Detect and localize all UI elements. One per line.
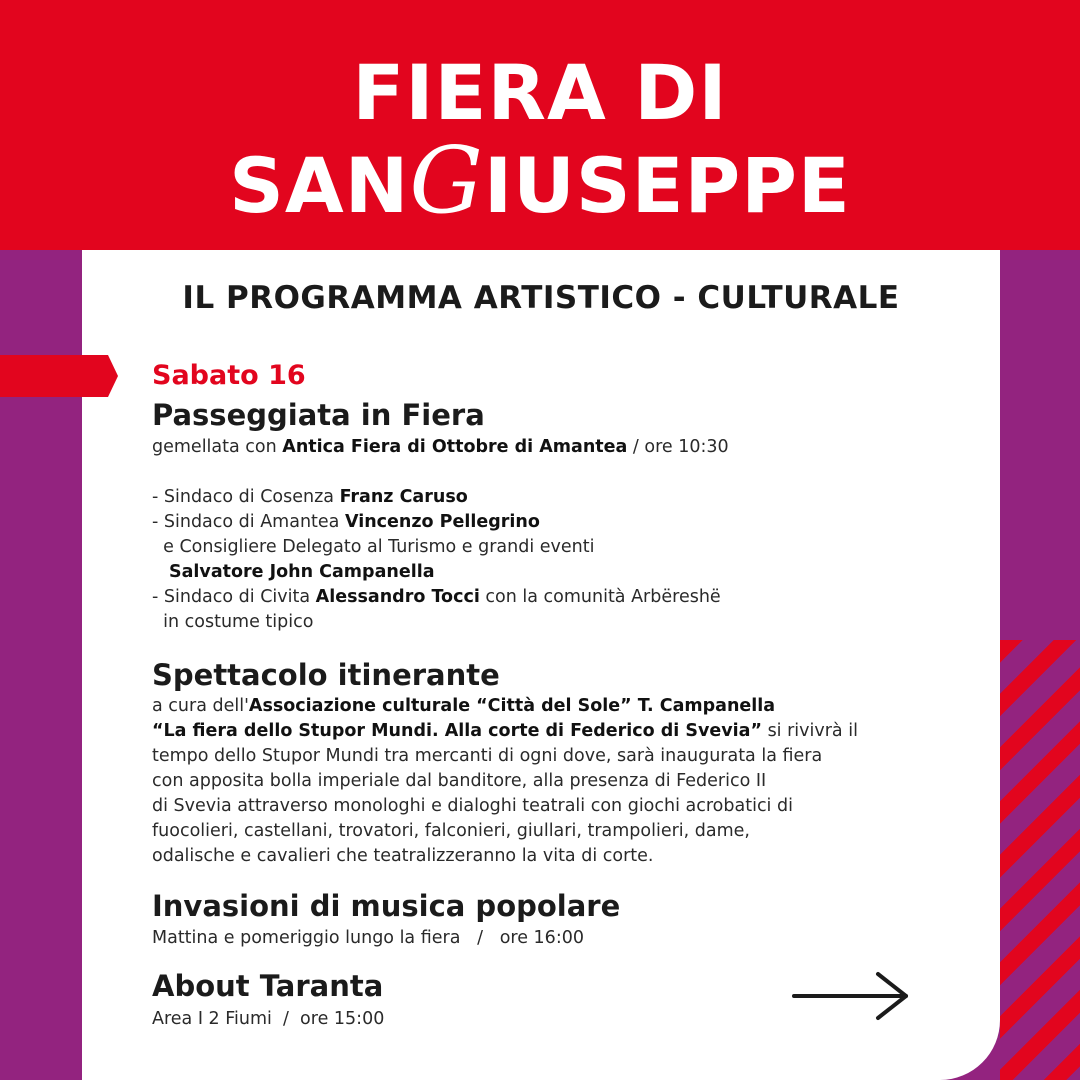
event-description-line: [152, 719, 858, 744]
text-bold-segment: Antica Fiera di Ottobre di Amantea: [282, 437, 628, 457]
text-segment: si rivivrà il: [762, 721, 858, 741]
arrow-right-icon[interactable]: [792, 970, 912, 1022]
event-subline-spettacolo: [152, 694, 775, 719]
event-subline-invasioni: Mattina e pomeriggio lungo la fiera / ore 16:00: [152, 928, 584, 948]
event-description-line: odalische e cavalieri che teatralizzeranno la vita di corte.: [152, 846, 654, 866]
title-san: SAN: [229, 141, 410, 230]
text-bold-segment: Salvatore John Campanella: [169, 562, 435, 582]
title-line-1: FIERA DI: [352, 48, 728, 137]
event-description-line: con apposita bolla imperiale dal banditore, alla presenza di Federico II: [152, 771, 767, 791]
list-item: [152, 585, 721, 610]
text-segment: - Sindaco di Cosenza: [152, 487, 340, 507]
text-segment: - Sindaco di Civita: [152, 587, 316, 607]
event-title-taranta: About Taranta: [152, 969, 384, 1003]
text-segment: / ore 10:30: [627, 437, 729, 457]
event-description-line: tempo dello Stupor Mundi tra mercanti di ogni dove, sarà inaugurata la fiera: [152, 746, 823, 766]
text-bold-segment: Associazione culturale “Città del Sole” T. Campanella: [248, 696, 776, 716]
title-iuseppe: IUSEPPE: [483, 141, 851, 230]
list-item: [152, 535, 594, 560]
text-segment: - Sindaco di Amantea: [152, 512, 345, 532]
program-subtitle: IL PROGRAMMA ARTISTICO - CULTURALE: [182, 280, 900, 316]
event-title-spettacolo: Spettacolo itinerante: [152, 658, 500, 692]
list-item: [152, 485, 468, 510]
event-description-line: fuocolieri, castellani, trovatori, falconieri, giullari, trampolieri, dame,: [152, 821, 750, 841]
text-bold-segment: “La fiera dello Stupor Mundi. Alla corte di Federico di Svevia”: [152, 721, 762, 741]
list-item: [152, 510, 540, 535]
text-segment: in costume tipico: [152, 612, 314, 632]
event-subline-passeggiata: [152, 435, 729, 460]
event-title-passeggiata: Passeggiata in Fiera: [152, 398, 485, 432]
text-segment: con la comunità Arbëreshë: [479, 587, 721, 607]
date-marker-tab: [0, 355, 118, 397]
event-subline-taranta: Area I 2 Fiumi / ore 15:00: [152, 1009, 385, 1029]
text-bold-segment: Vincenzo Pellegrino: [344, 512, 540, 532]
text-bold-segment: Alessandro Tocci: [315, 587, 480, 607]
diagonal-stripes: [1000, 640, 1080, 1080]
list-item: [152, 610, 313, 635]
text-bold-segment: Franz Caruso: [339, 487, 468, 507]
day-label: Sabato 16: [152, 360, 306, 391]
header-banner: [0, 0, 1080, 250]
purple-side-panel: [1000, 250, 1080, 640]
list-item: [169, 560, 435, 585]
title-line-2: [0, 127, 1080, 234]
text-segment: a cura dell': [152, 696, 249, 716]
title-g-letter: G: [409, 127, 484, 234]
text-segment: gemellata con: [152, 437, 283, 457]
text-segment: e Consigliere Delegato al Turismo e grandi eventi: [152, 537, 595, 557]
event-title-invasioni: Invasioni di musica popolare: [152, 889, 621, 923]
event-description-line: di Svevia attraverso monologhi e dialoghi teatrali con giochi acrobatici di: [152, 796, 793, 816]
